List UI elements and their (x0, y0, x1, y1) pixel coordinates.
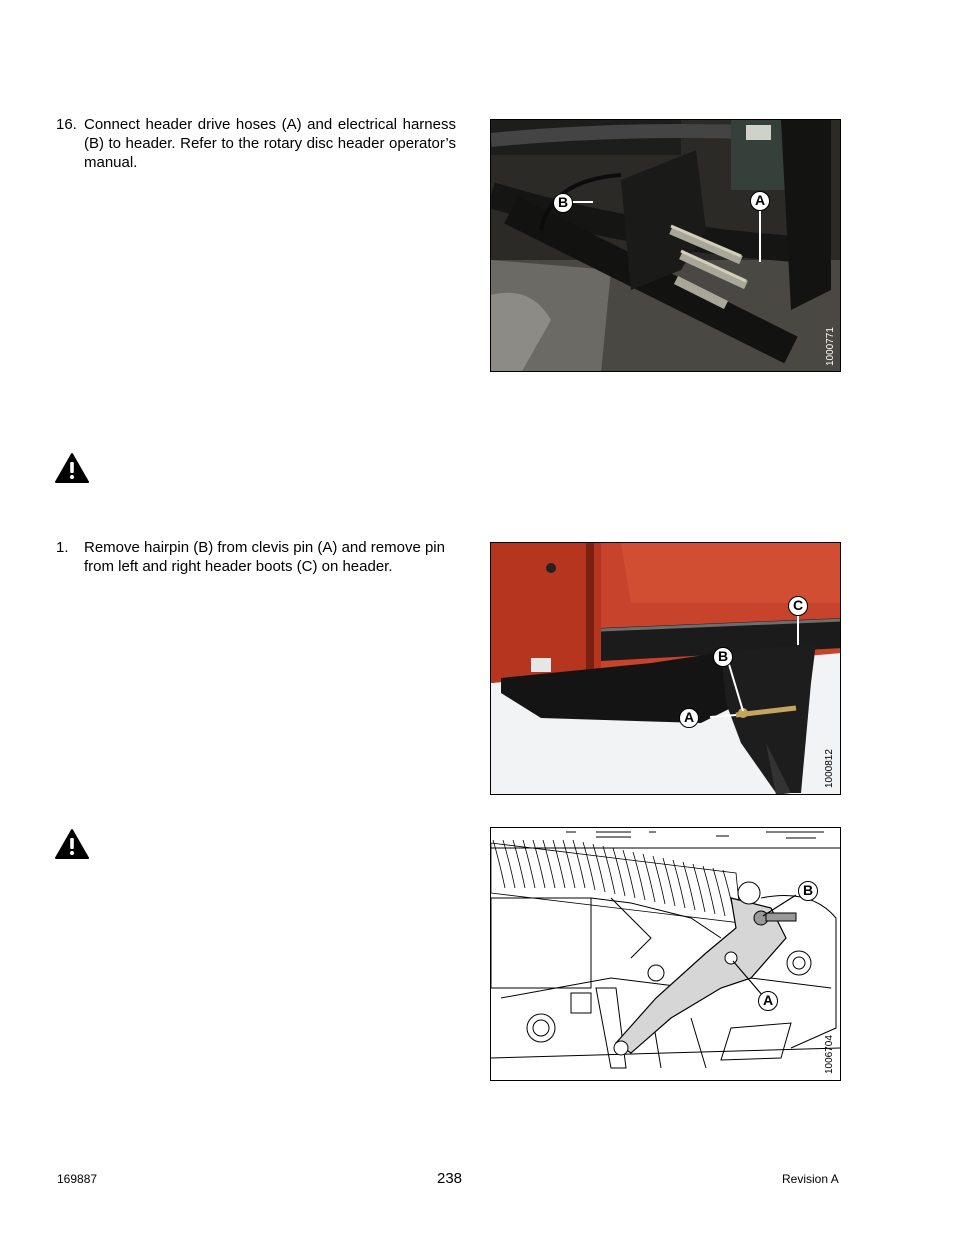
warning-icon (55, 828, 89, 860)
illustration-linkage (491, 828, 841, 1081)
figure-linkage-drawing (490, 827, 841, 1081)
callout-c: C (788, 596, 808, 616)
step-text: Remove hairpin (B) from clevis pin (A) and remove pin from left and right header boots (C) on header. (84, 539, 445, 575)
figure-header-drive-hoses (490, 119, 841, 372)
step-1 (56, 538, 456, 583)
warning-icon (55, 452, 89, 484)
callout-a: A (758, 991, 778, 1011)
figure-id: 1000771 (825, 327, 836, 366)
figure-clevis-pin (490, 542, 841, 795)
page-number: 238 (437, 1170, 463, 1187)
revision-label: Revision A (782, 1172, 839, 1186)
callout-b: B (553, 193, 573, 213)
callout-b: B (713, 647, 733, 667)
callout-a: A (750, 191, 770, 211)
callout-b: B (798, 881, 818, 901)
callout-a: A (679, 708, 699, 728)
figure-id: 1006704 (824, 1035, 835, 1074)
photo-header-boot (491, 543, 841, 795)
photo-hoses-harness (491, 120, 841, 372)
step-16 (56, 115, 456, 175)
figure-id: 1000812 (824, 749, 835, 788)
step-text: Connect header drive hoses (A) and electrical harness (B) to header. Refer to the rotary disc header operator’s manual. (84, 116, 456, 171)
step-number: 16. (56, 116, 77, 133)
document-number: 169887 (57, 1172, 98, 1186)
step-number: 1. (56, 539, 69, 556)
